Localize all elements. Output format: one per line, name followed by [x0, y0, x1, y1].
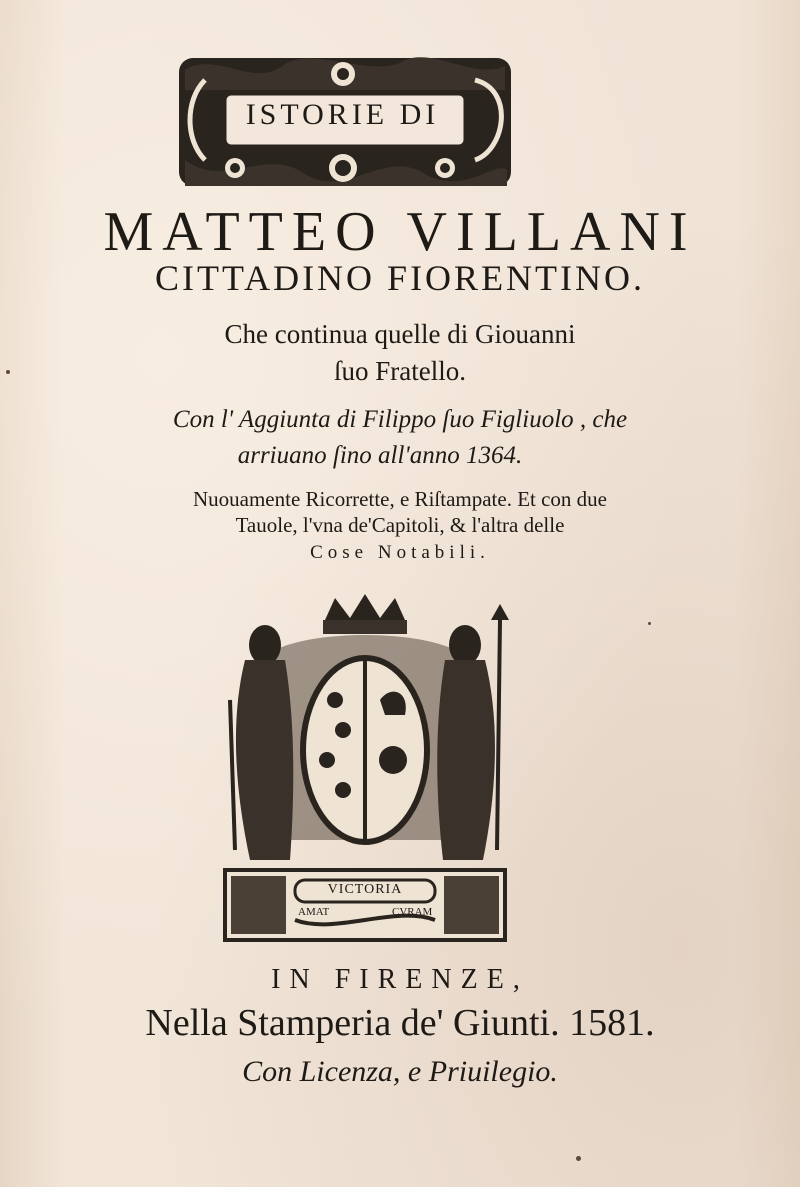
description-line-4: arriuano ſino all'anno 1364. [237, 442, 523, 469]
paper-speck [6, 370, 10, 374]
description-line-3: Con l' Aggiunta di Filippo ſuo Figliuolo , che [172, 406, 628, 433]
headpiece-label: ISTORIE DI [245, 98, 440, 131]
imprint-license: Con Licenza, e Priuilegio. [242, 1055, 558, 1088]
emblem-scroll-left: AMAT [298, 906, 330, 918]
author-title: MATTEO VILLANI [103, 201, 697, 263]
description-line-6: Tauole, l'vna de'Capitoli, & l'altra delle [235, 513, 565, 537]
description-line-1: Che continua quelle di Giouanni [224, 319, 576, 349]
paper-speck [648, 622, 651, 625]
description-line-7: Cose Notabili. [310, 542, 490, 563]
author-subtitle: CITTADINO FIORENTINO. [154, 258, 646, 298]
emblem-scroll-right: CVRAM [392, 906, 433, 918]
description-line-5: Nuouamente Ricorrette, e Riſtampate. Et con due [192, 487, 608, 511]
imprint-printer: Nella Stamperia de' Giunti. 1581. [145, 1002, 655, 1044]
description-line-2: ſuo Fratello. [334, 356, 466, 386]
paper-speck [576, 1156, 581, 1161]
imprint-place: IN FIRENZE, [271, 964, 529, 995]
emblem-banner-victoria: VICTORIA [327, 882, 403, 897]
